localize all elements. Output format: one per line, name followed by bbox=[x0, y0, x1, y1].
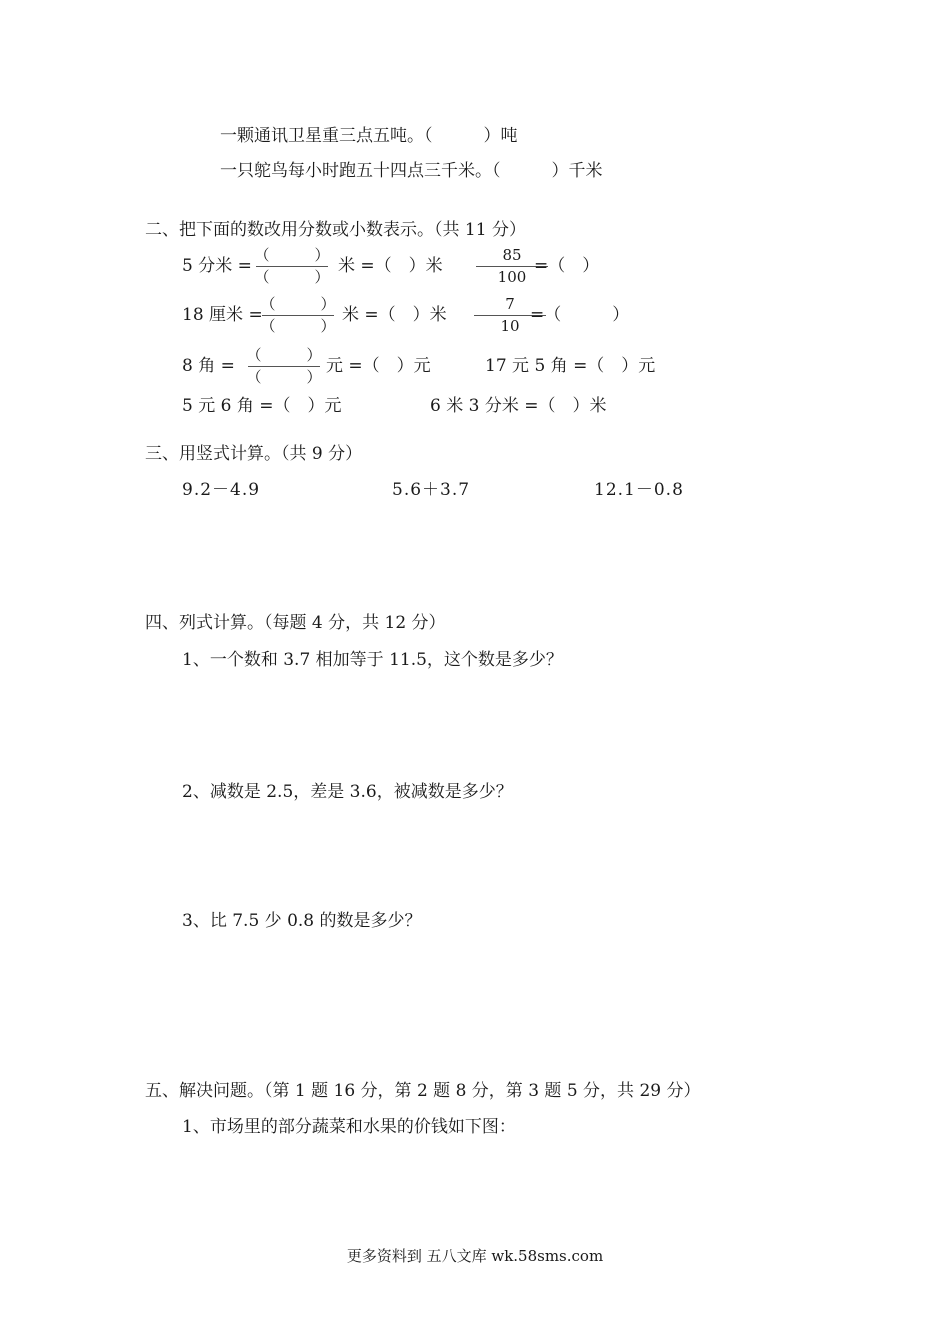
fraction-denominator: 10 bbox=[500, 317, 520, 335]
fraction-numerator: 7 bbox=[505, 295, 515, 313]
fraction-numerator: 85 bbox=[502, 246, 522, 264]
word-problem-1: 1、一个数和 3.7 相加等于 11.5，这个数是多少？ bbox=[182, 650, 563, 670]
section5-heading: 五、解决问题。（第 1 题 16 分，第 2 题 8 分，第 3 题 5 分，共 29 分） bbox=[145, 1081, 701, 1101]
fraction-denominator: 100 bbox=[497, 268, 527, 286]
fraction-blank-denominator: （ ） bbox=[260, 317, 336, 335]
q-8jiao-fraction bbox=[244, 346, 324, 386]
q-18cm-answer: 米 =（ ）米 bbox=[342, 305, 447, 325]
section4-heading: 四、列式计算。（每题 4 分，共 12 分） bbox=[145, 613, 446, 633]
q-5yuan-question: 5 元 6 角 =（ ）元 bbox=[182, 396, 342, 416]
fraction-blank-numerator: （ ） bbox=[254, 246, 330, 264]
satellite-question: 一颗通讯卫星重三点五吨。（ ）吨 bbox=[220, 126, 518, 146]
vertical-calc-3: 12.1－0.8 bbox=[594, 480, 684, 500]
section3-heading: 三、用竖式计算。（共 9 分） bbox=[145, 444, 363, 464]
fraction-blank-denominator: （ ） bbox=[254, 268, 330, 286]
fraction-blank-numerator: （ ） bbox=[246, 346, 322, 364]
fraction-bar bbox=[256, 266, 328, 267]
q-18cm-label: 18 厘米 = bbox=[182, 305, 263, 325]
q-5dm-fraction bbox=[252, 246, 332, 286]
q-5dm-answer: 米 =（ ）米 bbox=[338, 256, 443, 276]
fraction-blank-numerator: （ ） bbox=[260, 295, 336, 313]
q-7-10-answer: =（ ） bbox=[530, 305, 630, 325]
vertical-calc-2: 5.6＋3.7 bbox=[392, 480, 471, 500]
fraction-bar bbox=[262, 315, 334, 316]
footer-watermark: 更多资料到 五八文库 wk.58sms.com bbox=[346, 1247, 604, 1265]
fraction-bar bbox=[248, 366, 320, 367]
q-8jiao-answer: 元 =（ ）元 bbox=[326, 356, 431, 376]
market-question: 1、市场里的部分蔬菜和水果的价钱如下图： bbox=[182, 1117, 516, 1137]
q-85-100-answer: =（ ） bbox=[534, 256, 600, 276]
fraction-blank-denominator: （ ） bbox=[246, 368, 322, 386]
q-6m-question: 6 米 3 分米 =（ ）米 bbox=[430, 396, 607, 416]
q-8jiao-label: 8 角 = bbox=[182, 356, 235, 376]
q-5dm-label: 5 分米 = bbox=[182, 256, 252, 276]
section2-heading: 二、把下面的数改用分数或小数表示。（共 11 分） bbox=[145, 220, 526, 240]
q-17yuan-question: 17 元 5 角 =（ ）元 bbox=[485, 356, 656, 376]
vertical-calc-1: 9.2－4.9 bbox=[182, 480, 261, 500]
q-18cm-fraction bbox=[258, 295, 338, 335]
ostrich-question: 一只鸵鸟每小时跑五十四点三千米。（ ）千米 bbox=[220, 161, 603, 181]
word-problem-2: 2、减数是 2.5，差是 3.6，被减数是多少？ bbox=[182, 782, 513, 802]
word-problem-3: 3、比 7.5 少 0.8 的数是多少？ bbox=[182, 911, 422, 931]
